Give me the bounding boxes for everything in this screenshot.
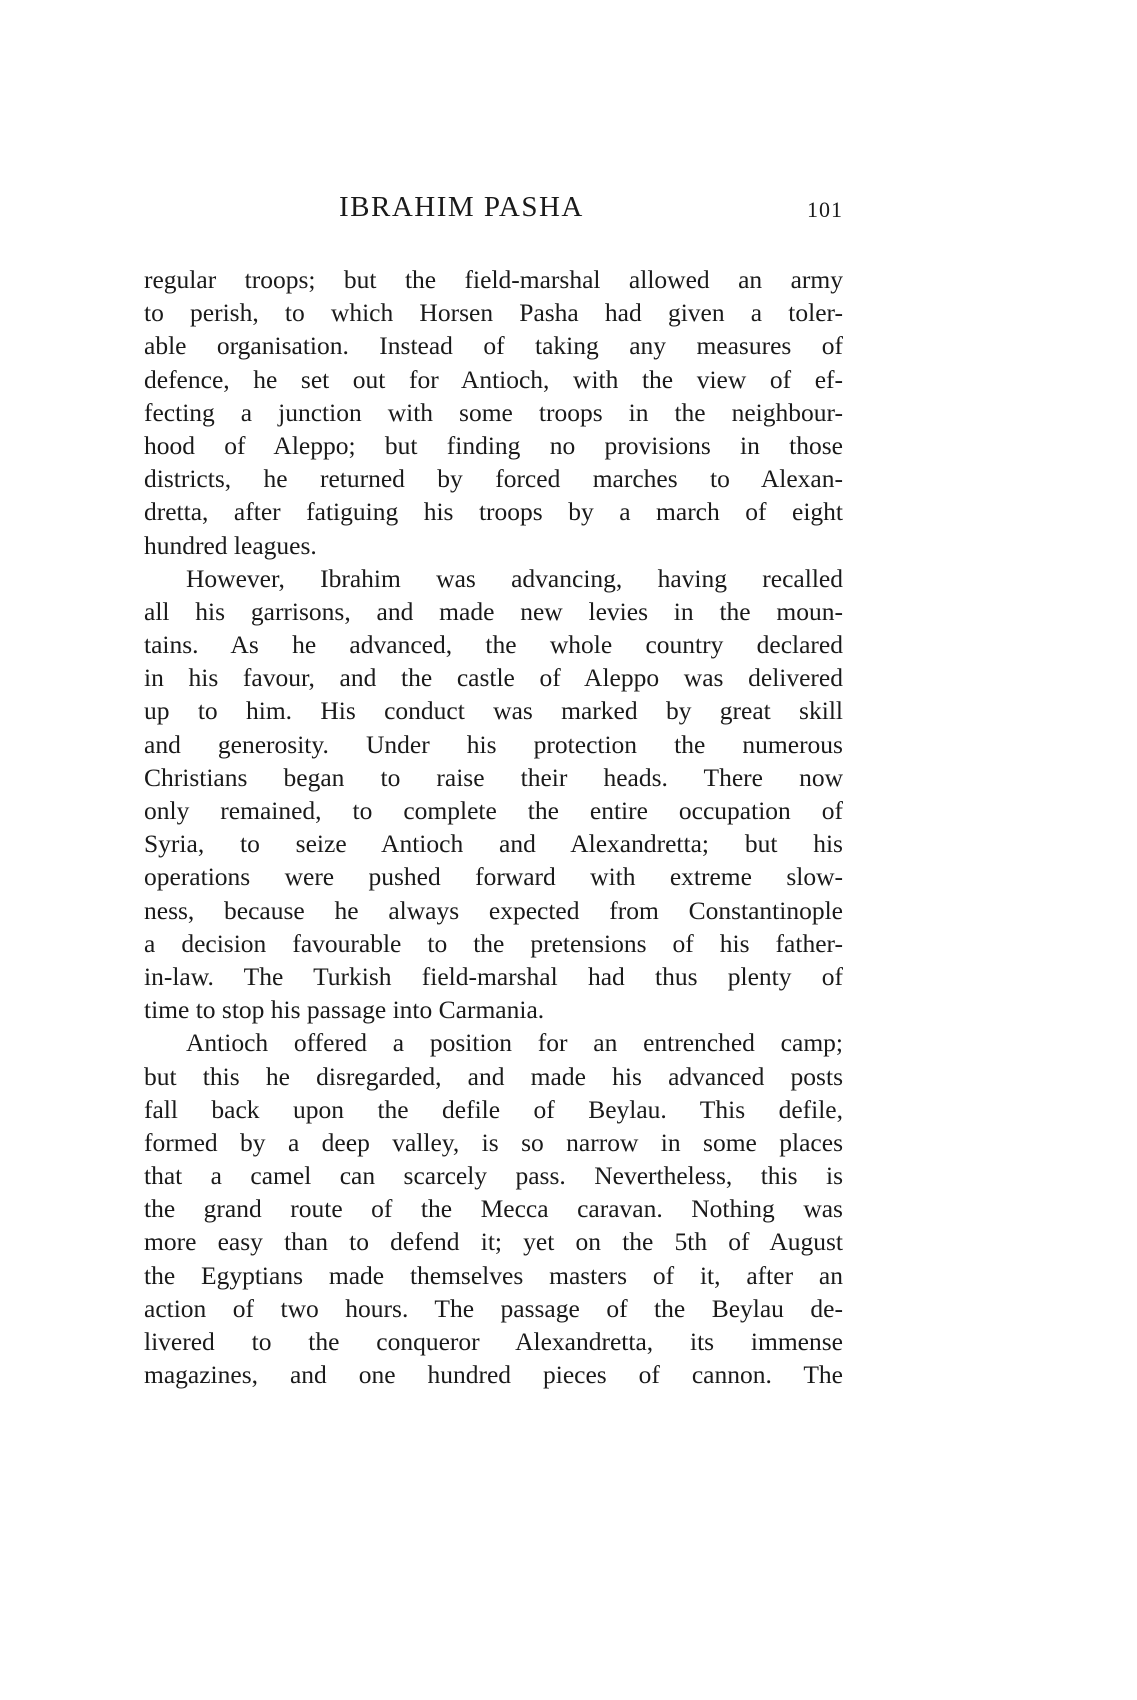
text-line: defence, he set out for Antioch, with the view of ef-: [144, 364, 843, 394]
text-line: fecting a junction with some troops in the neighbour-: [144, 397, 843, 427]
paragraph: [144, 1026, 843, 1391]
text-line: fall back upon the defile of Beylau. This defile,: [144, 1094, 843, 1124]
text-line: and generosity. Under his protection the numerous: [144, 729, 843, 759]
text-line: the Egyptians made themselves masters of it, after an: [144, 1260, 843, 1290]
text-line: to perish, to which Horsen Pasha had given a toler-: [144, 298, 843, 328]
page-body: [144, 263, 843, 1391]
text-line: hundred leagues.: [144, 530, 317, 560]
text-line: that a camel can scarcely pass. Nevertheless, this is: [144, 1161, 843, 1191]
text-line: Christians began to raise their heads. There now: [144, 762, 843, 792]
page-header: [144, 191, 843, 231]
text-line: action of two hours. The passage of the Beylau de-: [144, 1293, 843, 1323]
text-line: in his favour, and the castle of Aleppo was delivered: [144, 663, 843, 693]
text-line: tains. As he advanced, the whole country declared: [144, 630, 843, 660]
text-line: formed by a deep valley, is so narrow in some places: [144, 1127, 843, 1157]
text-line: but this he disregarded, and made his advanced posts: [144, 1061, 843, 1091]
text-line: able organisation. Instead of taking any measures of: [144, 331, 843, 361]
text-line: more easy than to defend it; yet on the 5th of August: [144, 1227, 843, 1257]
text-line: districts, he returned by forced marches to Alexan-: [144, 464, 843, 494]
text-line: regular troops; but the field-marshal allowed an army: [144, 265, 843, 294]
running-title: IBRAHIM PASHA: [339, 191, 584, 223]
text-line: only remained, to complete the entire occupation of: [144, 796, 843, 825]
text-line: a decision favourable to the pretensions of his father-: [144, 928, 843, 958]
page-number: 101: [807, 197, 843, 222]
paragraph: [144, 263, 843, 562]
text-line: livered to the conqueror Alexandretta, its immense: [144, 1327, 843, 1356]
text-line: ness, because he always expected from Constantinople: [144, 895, 843, 925]
text-line: the grand route of the Mecca caravan. Nothing was: [144, 1194, 843, 1224]
text-line: time to stop his passage into Carmania.: [144, 995, 545, 1025]
paragraph: [144, 562, 843, 1027]
text-line: However, Ibrahim was advancing, having recalled: [186, 563, 843, 593]
text-line: operations were pushed forward with extreme slow-: [144, 862, 843, 892]
text-line: hood of Aleppo; but finding no provisions in those: [144, 430, 843, 460]
text-line: dretta, after fatiguing his troops by a march of eight: [144, 497, 843, 527]
text-line: Antioch offered a position for an entrenched camp;: [186, 1028, 843, 1058]
text-line: Syria, to seize Antioch and Alexandretta; but his: [144, 829, 843, 859]
text-line: all his garrisons, and made new levies in the moun-: [144, 596, 843, 626]
text-line: in-law. The Turkish field-marshal had thus plenty of: [144, 961, 843, 991]
text-line: magazines, and one hundred pieces of cannon. The: [144, 1360, 843, 1390]
text-line: up to him. His conduct was marked by great skill: [144, 696, 843, 726]
